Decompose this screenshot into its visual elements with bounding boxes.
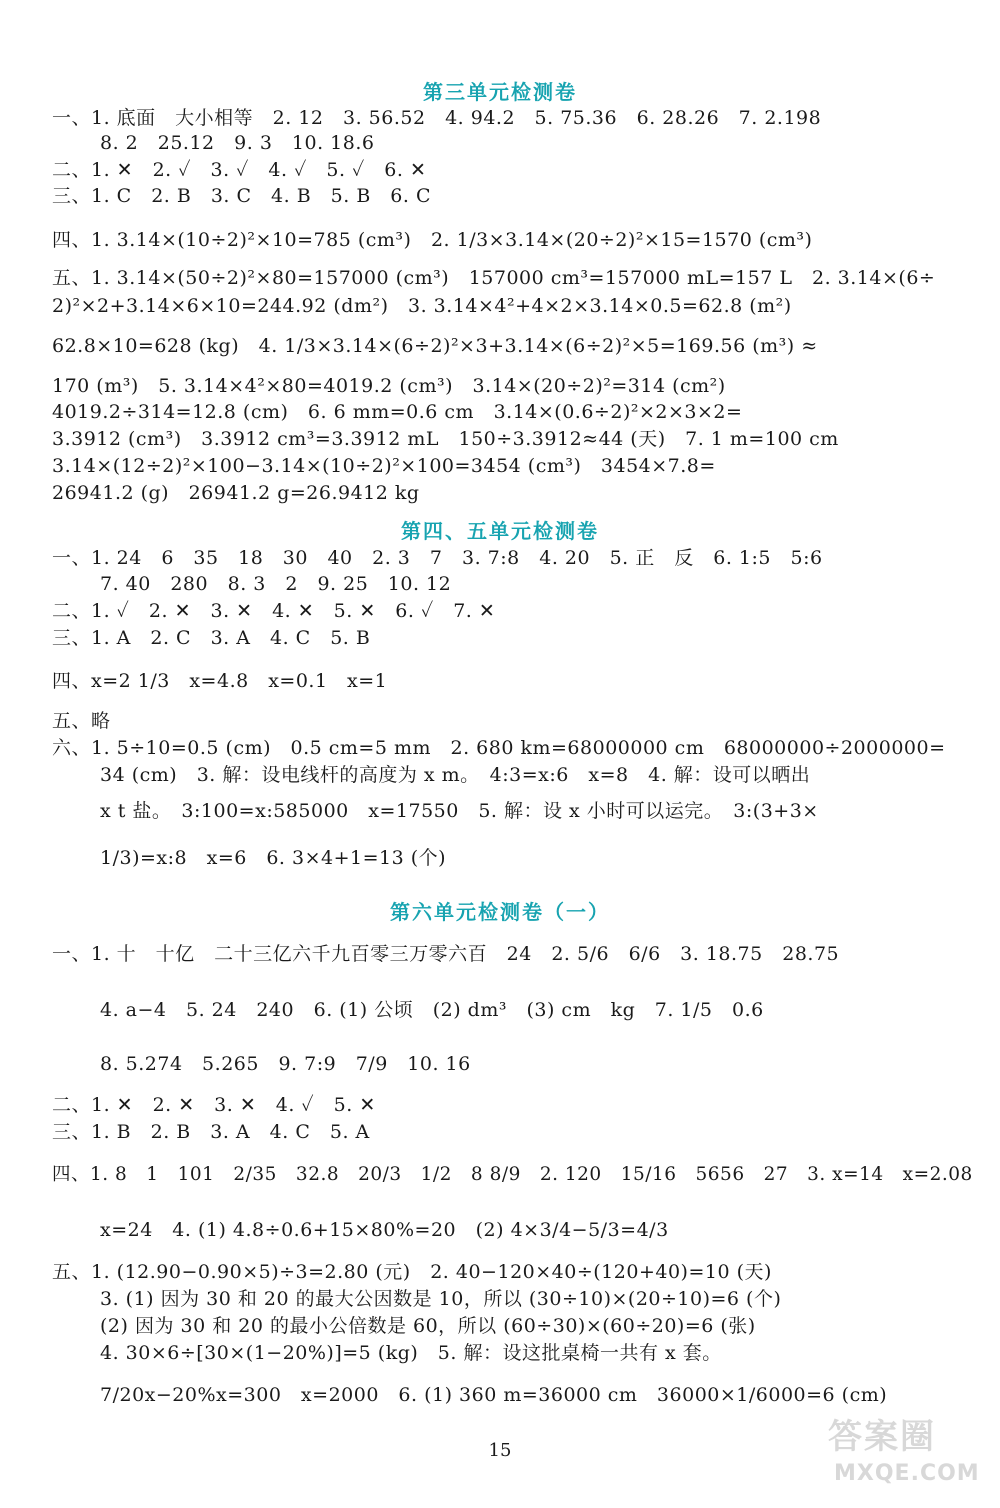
answer-line: 4. 30×6÷[30×(1−20%)]=5 (kg) 5. 解：设这批桌椅一共有 x 套。 bbox=[100, 1342, 722, 1364]
answer-line: 二、1. ✕ 2. ✕ 3. ✕ 4. ✓ 5. ✕ bbox=[52, 1094, 376, 1116]
answer-line: 三、1. A 2. C 3. A 4. C 5. B bbox=[52, 627, 371, 649]
answer-line: 170 (m³) 5. 3.14×4²×80=4019.2 (cm³) 3.14×(20÷2)²=314 (cm²) bbox=[52, 375, 726, 397]
answer-line: 3. (1) 因为 30 和 20 的最大公因数是 10，所以 (30÷10)×(20÷10)=6 (个) bbox=[100, 1288, 782, 1310]
answer-line: 四、x=2 1/3 x=4.8 x=0.1 x=1 bbox=[52, 670, 388, 692]
section-title-unit3: 第三单元检测卷 bbox=[423, 80, 577, 104]
answer-line: 3.3912 (cm³) 3.3912 cm³=3.3912 mL 150÷3.3912≈44 (天) 7. 1 m=100 cm bbox=[52, 428, 839, 450]
answer-line: 一、1. 底面 大小相等 2. 12 3. 56.52 4. 94.2 5. 75.36 6. 28.26 7. 2.198 bbox=[52, 107, 822, 129]
answer-line: 8. 2 25.12 9. 3 10. 18.6 bbox=[100, 132, 375, 154]
answer-line: (2) 因为 30 和 20 的最小公倍数是 60，所以 (60÷30)×(60÷20)=6 (张) bbox=[100, 1315, 756, 1337]
answer-line: 2)²×2+3.14×6×10=244.92 (dm²) 3. 3.14×4²+4×2×3.14×0.5=62.8 (m²) bbox=[52, 295, 792, 317]
answer-line: 三、1. B 2. B 3. A 4. C 5. A bbox=[52, 1121, 370, 1143]
page-number: 15 bbox=[488, 1440, 512, 1461]
watermark-bottom: MXQE.COM bbox=[834, 1461, 980, 1486]
answer-line: x=24 4. (1) 4.8÷0.6+15×80%=20 (2) 4×3/4−5/3=4/3 bbox=[100, 1219, 669, 1241]
answer-line: x t 盐。 3:100=x:585000 x=17550 5. 解：设 x 小时可以运完。 3:(3+3× bbox=[100, 800, 819, 822]
answer-line: 一、1. 十 十亿 二十三亿六千九百零三万零六百 24 2. 5/6 6/6 3. 18.75 28.75 bbox=[52, 943, 840, 965]
answer-line: 8. 5.274 5.265 9. 7:9 7/9 10. 16 bbox=[100, 1053, 471, 1075]
answer-line: 26941.2 (g) 26941.2 g=26.9412 kg bbox=[52, 482, 420, 504]
answer-line: 二、1. ✕ 2. ✓ 3. ✓ 4. ✓ 5. ✓ 6. ✕ bbox=[52, 159, 427, 181]
answer-line: 7/20x−20%x=300 x=2000 6. (1) 360 m=36000 cm 36000×1/6000=6 (cm) bbox=[100, 1384, 888, 1406]
section-title-unit6: 第六单元检测卷（一） bbox=[390, 900, 610, 924]
answer-line: 三、1. C 2. B 3. C 4. B 5. B 6. C bbox=[52, 185, 432, 207]
answer-line: 六、1. 5÷10=0.5 (cm) 0.5 cm=5 mm 2. 680 km=68000000 cm 68000000÷2000000= bbox=[52, 737, 946, 759]
answer-line: 五、1. 3.14×(50÷2)²×80=157000 (cm³) 157000 cm³=157000 mL=157 L 2. 3.14×(6÷ bbox=[52, 267, 936, 289]
answer-line: 4. a−4 5. 24 240 6. (1) 公顷 (2) dm³ (3) cm kg 7. 1/5 0.6 bbox=[100, 999, 764, 1021]
answer-line: 五、1. (12.90−0.90×5)÷3=2.80 (元) 2. 40−120×40÷(120+40)=10 (天) bbox=[52, 1261, 772, 1283]
answer-line: 二、1. ✓ 2. ✕ 3. ✕ 4. ✕ 5. ✕ 6. ✓ 7. ✕ bbox=[52, 600, 496, 622]
answer-line: 3.14×(12÷2)²×100−3.14×(10÷2)²×100=3454 (cm³) 3454×7.8= bbox=[52, 455, 716, 477]
section-title-unit4-5: 第四、五单元检测卷 bbox=[401, 519, 599, 543]
answer-line: 4019.2÷314=12.8 (cm) 6. 6 mm=0.6 cm 3.14×(0.6÷2)²×2×3×2= bbox=[52, 401, 743, 423]
answer-line: 7. 40 280 8. 3 2 9. 25 10. 12 bbox=[100, 573, 452, 595]
watermark-logo bbox=[828, 1415, 996, 1503]
answer-line: 1/3)=x:8 x=6 6. 3×4+1=13 (个) bbox=[100, 847, 447, 869]
answer-line: 一、1. 24 6 35 18 30 40 2. 3 7 3. 7:8 4. 20 5. 正 反 6. 1:5 5:6 bbox=[52, 547, 823, 569]
answer-line: 62.8×10=628 (kg) 4. 1/3×3.14×(6÷2)²×3+3.14×(6÷2)²×5=169.56 (m³) ≈ bbox=[52, 335, 818, 357]
answer-line: 34 (cm) 3. 解：设电线杆的高度为 x m。 4:3=x:6 x=8 4. 解：设可以晒出 bbox=[100, 764, 811, 786]
answer-line: 四、1. 3.14×(10÷2)²×10=785 (cm³) 2. 1/3×3.14×(20÷2)²×15=1570 (cm³) bbox=[52, 229, 813, 251]
answer-line: 五、略 bbox=[52, 710, 111, 732]
watermark-top: 答案圈 bbox=[828, 1417, 936, 1457]
answer-line: 四、1. 8 1 101 2/35 32.8 20/3 1/2 8 8/9 2. 120 15/16 5656 27 3. x=14 x=2.08 bbox=[52, 1164, 973, 1185]
